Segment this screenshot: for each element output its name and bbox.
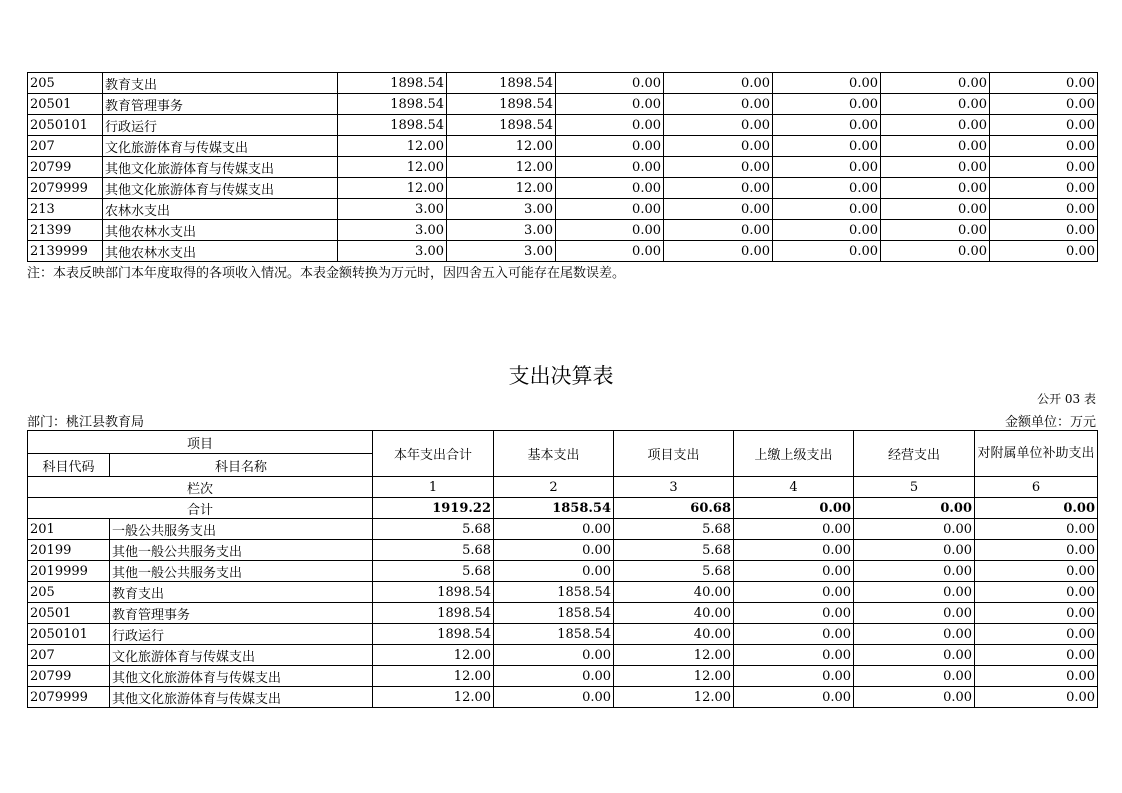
amount-cell: 0.00 xyxy=(990,136,1098,157)
amount-cell: 0.00 xyxy=(975,645,1098,666)
amount-cell: 3.00 xyxy=(338,199,447,220)
subject-code: 20799 xyxy=(28,157,103,178)
table-row xyxy=(28,94,1098,115)
amount-cell: 0.00 xyxy=(773,157,881,178)
header-name: 科目名称 xyxy=(110,454,373,477)
amount-cell: 0.00 xyxy=(494,561,614,582)
header-col-4: 上缴上级支出 xyxy=(734,431,854,477)
header-item: 项目 xyxy=(28,431,373,454)
amount-cell: 3.00 xyxy=(447,199,556,220)
amount-cell: 0.00 xyxy=(556,136,664,157)
amount-cell: 0.00 xyxy=(734,645,854,666)
subject-code: 205 xyxy=(28,582,110,603)
subject-name: 教育支出 xyxy=(103,73,338,94)
page-title: 支出决算表 xyxy=(508,364,614,388)
subject-code: 2139999 xyxy=(28,241,103,262)
amount-cell: 0.00 xyxy=(773,220,881,241)
amount-cell: 0.00 xyxy=(881,199,990,220)
col-label: 栏次 xyxy=(28,477,373,498)
amount-cell: 5.68 xyxy=(373,540,494,561)
table-row xyxy=(28,582,1098,603)
header-col-5: 经营支出 xyxy=(854,431,975,477)
total-label: 合计 xyxy=(28,498,373,519)
amount-cell: 0.00 xyxy=(734,519,854,540)
amount-cell: 0.00 xyxy=(881,136,990,157)
table-note: 注：本表反映部门本年度取得的各项收入情况。本表金额转换为万元时，因四舍五入可能存在尾数误差。 xyxy=(27,266,626,281)
amount-cell: 0.00 xyxy=(773,115,881,136)
subject-name: 教育管理事务 xyxy=(103,94,338,115)
subject-code: 20501 xyxy=(28,94,103,115)
amount-cell: 0.00 xyxy=(854,624,975,645)
subject-name: 其他文化旅游体育与传媒支出 xyxy=(110,666,373,687)
subject-name: 文化旅游体育与传媒支出 xyxy=(103,136,338,157)
subject-code: 20799 xyxy=(28,666,110,687)
col-number: 6 xyxy=(975,477,1098,498)
subject-name: 其他一般公共服务支出 xyxy=(110,561,373,582)
amount-cell: 0.00 xyxy=(664,199,773,220)
amount-cell: 0.00 xyxy=(854,603,975,624)
table-row xyxy=(28,540,1098,561)
subject-name: 农林水支出 xyxy=(103,199,338,220)
amount-cell: 5.68 xyxy=(373,519,494,540)
table-header xyxy=(28,431,1098,519)
amount-cell: 0.00 xyxy=(975,540,1098,561)
amount-cell: 0.00 xyxy=(975,582,1098,603)
table-row xyxy=(28,603,1098,624)
header-code: 科目代码 xyxy=(28,454,110,477)
header-col-2: 基本支出 xyxy=(494,431,614,477)
subject-code: 2079999 xyxy=(28,178,103,199)
amount-cell: 1858.54 xyxy=(494,624,614,645)
subject-code: 201 xyxy=(28,519,110,540)
total-value: 1858.54 xyxy=(494,498,614,519)
table-row xyxy=(28,199,1098,220)
amount-cell: 40.00 xyxy=(614,603,734,624)
amount-cell: 3.00 xyxy=(338,220,447,241)
header-col-1: 本年支出合计 xyxy=(373,431,494,477)
expenditure-table xyxy=(27,430,1098,708)
total-value: 60.68 xyxy=(614,498,734,519)
amount-cell: 0.00 xyxy=(664,157,773,178)
amount-cell: 12.00 xyxy=(614,645,734,666)
amount-cell: 0.00 xyxy=(881,220,990,241)
subject-code: 2079999 xyxy=(28,687,110,708)
amount-cell: 0.00 xyxy=(494,645,614,666)
amount-cell: 1898.54 xyxy=(447,73,556,94)
department-label: 部门：桃江县教育局 xyxy=(27,415,145,430)
amount-cell: 12.00 xyxy=(338,136,447,157)
subject-name: 文化旅游体育与传媒支出 xyxy=(110,645,373,666)
amount-cell: 0.00 xyxy=(664,115,773,136)
amount-cell: 0.00 xyxy=(556,94,664,115)
amount-cell: 0.00 xyxy=(990,94,1098,115)
amount-cell: 0.00 xyxy=(854,645,975,666)
amount-cell: 1898.54 xyxy=(338,115,447,136)
header-col-3: 项目支出 xyxy=(614,431,734,477)
subject-name: 行政运行 xyxy=(110,624,373,645)
subject-code: 2050101 xyxy=(28,624,110,645)
amount-cell: 0.00 xyxy=(556,73,664,94)
amount-cell: 0.00 xyxy=(494,540,614,561)
amount-cell: 12.00 xyxy=(447,136,556,157)
top-table-body xyxy=(28,73,1098,262)
amount-cell: 0.00 xyxy=(881,241,990,262)
amount-cell: 0.00 xyxy=(881,157,990,178)
amount-cell: 0.00 xyxy=(990,73,1098,94)
amount-cell: 0.00 xyxy=(990,220,1098,241)
amount-cell: 12.00 xyxy=(373,687,494,708)
amount-cell: 1858.54 xyxy=(494,603,614,624)
amount-cell: 0.00 xyxy=(734,687,854,708)
amount-cell: 0.00 xyxy=(734,624,854,645)
amount-cell: 0.00 xyxy=(734,582,854,603)
amount-cell: 0.00 xyxy=(990,241,1098,262)
amount-cell: 5.68 xyxy=(614,519,734,540)
subject-name: 其他文化旅游体育与传媒支出 xyxy=(110,687,373,708)
amount-cell: 3.00 xyxy=(338,241,447,262)
table-row xyxy=(28,220,1098,241)
amount-cell: 0.00 xyxy=(664,220,773,241)
amount-cell: 1898.54 xyxy=(373,603,494,624)
table-row xyxy=(28,115,1098,136)
amount-cell: 0.00 xyxy=(975,624,1098,645)
amount-cell: 0.00 xyxy=(854,582,975,603)
subject-name: 行政运行 xyxy=(103,115,338,136)
amount-cell: 12.00 xyxy=(614,666,734,687)
amount-cell: 0.00 xyxy=(975,519,1098,540)
total-row xyxy=(28,498,1098,519)
amount-cell: 0.00 xyxy=(881,178,990,199)
amount-cell: 0.00 xyxy=(854,540,975,561)
amount-cell: 0.00 xyxy=(734,561,854,582)
table-row xyxy=(28,136,1098,157)
amount-cell: 0.00 xyxy=(734,666,854,687)
amount-cell: 12.00 xyxy=(338,157,447,178)
subject-name: 教育管理事务 xyxy=(110,603,373,624)
table-row xyxy=(28,241,1098,262)
amount-cell: 5.68 xyxy=(614,561,734,582)
subject-code: 207 xyxy=(28,136,103,157)
amount-cell: 0.00 xyxy=(773,94,881,115)
amount-cell: 0.00 xyxy=(664,94,773,115)
amount-cell: 0.00 xyxy=(773,178,881,199)
amount-cell: 0.00 xyxy=(664,241,773,262)
amount-cell: 0.00 xyxy=(975,603,1098,624)
table-row xyxy=(28,73,1098,94)
amount-cell: 0.00 xyxy=(990,199,1098,220)
amount-cell: 0.00 xyxy=(494,687,614,708)
amount-cell: 0.00 xyxy=(881,115,990,136)
amount-cell: 0.00 xyxy=(734,603,854,624)
expenditure-table-body xyxy=(28,519,1098,708)
amount-cell: 0.00 xyxy=(556,241,664,262)
amount-cell: 1898.54 xyxy=(373,624,494,645)
subject-code: 2050101 xyxy=(28,115,103,136)
subject-name: 其他一般公共服务支出 xyxy=(110,540,373,561)
amount-cell: 0.00 xyxy=(773,73,881,94)
amount-cell: 3.00 xyxy=(447,241,556,262)
subject-code: 20199 xyxy=(28,540,110,561)
form-number: 公开 03 表 xyxy=(1037,392,1096,406)
amount-cell: 1858.54 xyxy=(494,582,614,603)
subject-name: 一般公共服务支出 xyxy=(110,519,373,540)
amount-cell: 0.00 xyxy=(881,73,990,94)
amount-cell: 12.00 xyxy=(338,178,447,199)
subject-code: 2019999 xyxy=(28,561,110,582)
amount-cell: 1898.54 xyxy=(338,73,447,94)
amount-cell: 0.00 xyxy=(773,241,881,262)
amount-cell: 0.00 xyxy=(556,199,664,220)
amount-cell: 1898.54 xyxy=(447,94,556,115)
amount-cell: 12.00 xyxy=(373,645,494,666)
amount-cell: 12.00 xyxy=(614,687,734,708)
subject-name: 其他农林水支出 xyxy=(103,241,338,262)
amount-unit-label: 金额单位：万元 xyxy=(1004,415,1096,430)
amount-cell: 12.00 xyxy=(447,178,556,199)
top-continuation-table xyxy=(27,72,1098,262)
header-col-6: 对附属单位补助支出 xyxy=(975,431,1098,477)
total-value: 0.00 xyxy=(975,498,1098,519)
amount-cell: 3.00 xyxy=(447,220,556,241)
total-value: 0.00 xyxy=(854,498,975,519)
subject-code: 213 xyxy=(28,199,103,220)
table-row xyxy=(28,687,1098,708)
amount-cell: 0.00 xyxy=(556,220,664,241)
subject-code: 20501 xyxy=(28,603,110,624)
amount-cell: 5.68 xyxy=(373,561,494,582)
amount-cell: 40.00 xyxy=(614,582,734,603)
amount-cell: 0.00 xyxy=(990,115,1098,136)
subject-code: 207 xyxy=(28,645,110,666)
amount-cell: 0.00 xyxy=(773,136,881,157)
amount-cell: 40.00 xyxy=(614,624,734,645)
table-row xyxy=(28,561,1098,582)
amount-cell: 1898.54 xyxy=(447,115,556,136)
amount-cell: 0.00 xyxy=(734,540,854,561)
table-row xyxy=(28,519,1098,540)
col-number: 1 xyxy=(373,477,494,498)
amount-cell: 1898.54 xyxy=(338,94,447,115)
table-row xyxy=(28,666,1098,687)
amount-cell: 0.00 xyxy=(854,687,975,708)
subject-code: 205 xyxy=(28,73,103,94)
amount-cell: 0.00 xyxy=(975,666,1098,687)
col-number: 5 xyxy=(854,477,975,498)
amount-cell: 0.00 xyxy=(990,157,1098,178)
subject-code: 21399 xyxy=(28,220,103,241)
amount-cell: 0.00 xyxy=(975,687,1098,708)
amount-cell: 12.00 xyxy=(373,666,494,687)
amount-cell: 0.00 xyxy=(773,199,881,220)
amount-cell: 0.00 xyxy=(881,94,990,115)
table-row xyxy=(28,645,1098,666)
amount-cell: 0.00 xyxy=(556,157,664,178)
col-number: 4 xyxy=(734,477,854,498)
amount-cell: 0.00 xyxy=(494,666,614,687)
amount-cell: 0.00 xyxy=(854,561,975,582)
amount-cell: 12.00 xyxy=(447,157,556,178)
col-number: 2 xyxy=(494,477,614,498)
total-value: 0.00 xyxy=(734,498,854,519)
amount-cell: 0.00 xyxy=(664,136,773,157)
amount-cell: 0.00 xyxy=(664,73,773,94)
amount-cell: 1898.54 xyxy=(373,582,494,603)
amount-cell: 0.00 xyxy=(556,178,664,199)
col-number: 3 xyxy=(614,477,734,498)
amount-cell: 0.00 xyxy=(854,666,975,687)
amount-cell: 0.00 xyxy=(975,561,1098,582)
subject-name: 其他农林水支出 xyxy=(103,220,338,241)
table-row xyxy=(28,624,1098,645)
amount-cell: 0.00 xyxy=(556,115,664,136)
amount-cell: 0.00 xyxy=(494,519,614,540)
subject-name: 教育支出 xyxy=(110,582,373,603)
amount-cell: 0.00 xyxy=(664,178,773,199)
amount-cell: 0.00 xyxy=(990,178,1098,199)
subject-name: 其他文化旅游体育与传媒支出 xyxy=(103,178,338,199)
amount-cell: 5.68 xyxy=(614,540,734,561)
table-row xyxy=(28,178,1098,199)
total-value: 1919.22 xyxy=(373,498,494,519)
amount-cell: 0.00 xyxy=(854,519,975,540)
table-row xyxy=(28,157,1098,178)
subject-name: 其他文化旅游体育与传媒支出 xyxy=(103,157,338,178)
